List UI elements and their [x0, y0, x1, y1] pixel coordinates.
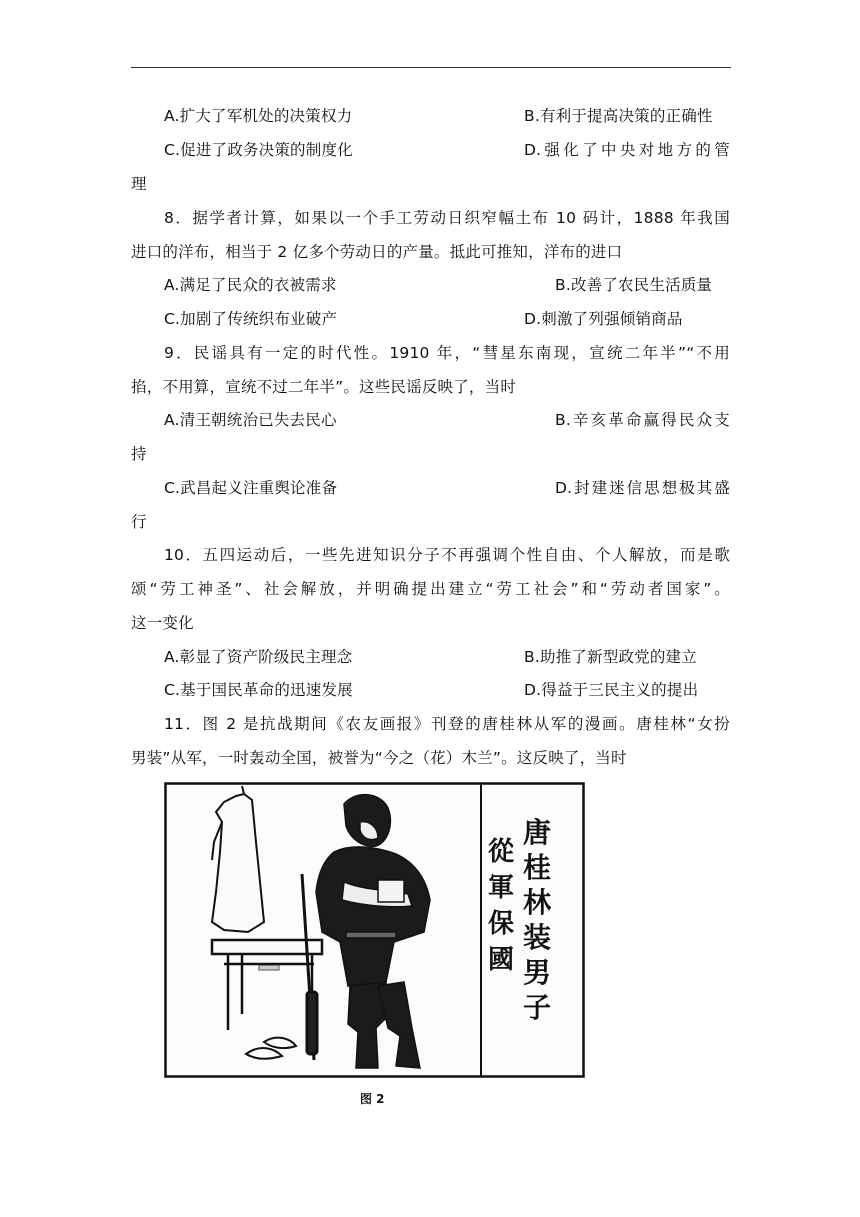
q8-option-a: A.满足了民众的衣被需求 — [164, 276, 337, 294]
q9-option-d: D.封建迷信思想极其盛 — [555, 479, 730, 497]
q10-option-d: D.得益于三民主义的提出 — [524, 681, 699, 699]
q9-option-b: B.辛亥革命赢得民众支 — [555, 411, 730, 429]
q10-stem-line-1: 10．五四运动后，一些先进知识分子不再强调个性自由、个人解放，而是歌 — [164, 546, 730, 564]
q10-option-c: C.基于国民革命的迅速发展 — [164, 681, 353, 699]
q8-stem-line-2: 进口的洋布，相当于 2 亿多个劳动日的产量。抵此可推知，洋布的进口 — [131, 243, 623, 261]
q7-option-d-continued: 理 — [131, 175, 147, 193]
q8-option-b: B.改善了农民生活质量 — [555, 276, 713, 294]
q10-option-b: B.助推了新型政党的建立 — [524, 648, 697, 666]
cartoon-illustration — [164, 782, 585, 1078]
header-rule — [131, 67, 731, 68]
q7-option-d: D.强化了中央对地方的管 — [524, 141, 730, 159]
figure-2-cartoon — [164, 782, 585, 1078]
q9-stem-line-1: 9．民谣具有一定的时代性。1910 年，“彗星东南现，宣统二年半”“不用 — [164, 344, 730, 362]
title-column-2-char: 國 — [487, 945, 515, 975]
title-column-1-char: 子 — [522, 991, 552, 1024]
q7-option-a: A.扩大了军机处的决策权力 — [164, 107, 353, 125]
q7-option-b: B.有利于提高决策的正确性 — [524, 107, 713, 125]
title-column-1-char: 林 — [522, 886, 552, 919]
title-column-2-char: 軍 — [487, 873, 515, 903]
q10-option-a: A.彰显了资产阶级民主理念 — [164, 648, 353, 666]
q10-stem-line-3: 这一变化 — [131, 614, 194, 632]
figure-caption: 图 2 — [360, 1092, 385, 1106]
q9-option-d-continued: 行 — [131, 513, 147, 531]
title-column-1-char: 男 — [522, 956, 552, 989]
title-column-2-char: 保 — [487, 909, 515, 939]
title-column-1-char: 唐 — [522, 816, 552, 849]
title-column-1-char: 桂 — [522, 851, 552, 884]
q8-stem-line-1: 8．据学者计算，如果以一个手工劳动日织窄幅土布 10 码计，1888 年我国 — [164, 209, 730, 227]
q8-option-c: C.加剧了传统织布业破产 — [164, 310, 338, 328]
q11-stem-line-2: 男装”从军，一时轰动全国，被誉为“今之（花）木兰”。这反映了，当时 — [131, 749, 627, 767]
q9-stem-line-2: 掐，不用算，宣统不过二年半”。这些民谣反映了，当时 — [131, 378, 517, 396]
q9-option-c: C.武昌起义注重舆论准备 — [164, 479, 338, 497]
title-column-2-char: 從 — [487, 837, 515, 867]
q10-stem-line-2: 颂“劳工神圣”、社会解放，并明确提出建立“劳工社会”和“劳动者国家”。 — [131, 580, 730, 598]
title-column-1-char: 装 — [522, 921, 552, 954]
q9-option-b-continued: 持 — [131, 445, 147, 463]
q9-option-a: A.清王朝统治已失去民心 — [164, 411, 337, 429]
q8-option-d: D.刺激了列强倾销商品 — [524, 310, 683, 328]
q11-stem-line-1: 11．图 2 是抗战期间《农友画报》刊登的唐桂林从军的漫画。唐桂林“女扮 — [164, 715, 730, 733]
q7-option-c: C.促进了政务决策的制度化 — [164, 141, 353, 159]
